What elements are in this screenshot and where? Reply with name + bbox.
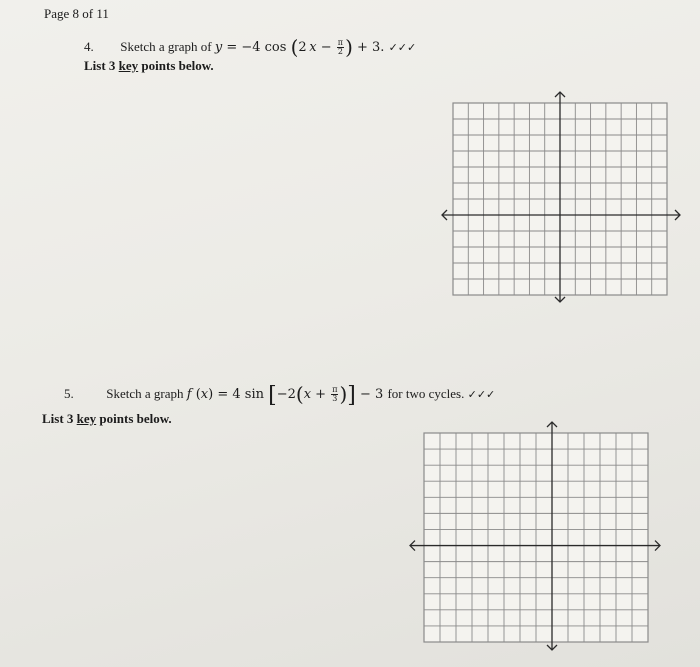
question-5-statement — [64, 384, 495, 406]
eq4-equals: = −4 cos — [222, 40, 287, 55]
eq5-arg-close: ) — [208, 387, 214, 402]
list4-key: key — [118, 58, 139, 73]
question-4-statement — [84, 37, 416, 58]
list5-pre: List 3 — [42, 411, 77, 426]
eq5-inner-plus: + — [311, 387, 331, 402]
question-4-number: 4. — [84, 39, 94, 54]
question-4-equation: y = −4 cos (2 x − $\frac{\pi}{2}$ ) + 3. — [214, 35, 385, 59]
question-4-prompt: Sketch a graph of — [120, 39, 212, 54]
question-4-graph-grid[interactable] — [440, 88, 685, 308]
list5-key: key — [76, 411, 97, 426]
question-4-list-instruction — [84, 58, 214, 74]
eq5-arg-open: ( — [191, 387, 201, 402]
eq5-arg-x: x — [200, 387, 209, 402]
eq4-frac-den: 2 — [337, 47, 343, 56]
eq4-inner-minus: − — [316, 40, 336, 55]
eq5-coef: −2 — [276, 387, 296, 402]
question-5-number: 5. — [64, 386, 74, 401]
eq4-inner-x: x — [309, 40, 317, 55]
eq5-fraction — [331, 386, 338, 403]
eq4-fraction — [337, 39, 344, 56]
question-5-list-instruction — [42, 411, 172, 427]
question-4-checkmarks: ✓✓✓ — [388, 41, 417, 54]
page-number: Page 8 of 11 — [44, 6, 109, 21]
question-5-checkmarks: ✓✓✓ — [467, 388, 496, 401]
list4-pre: List 3 — [84, 58, 119, 73]
question-5-equation: f (x) = 4 sin [−2(x + $\frac{\pi}{3}$ )] − 3 — [186, 382, 384, 408]
question-5-suffix: for two cycles. — [387, 386, 465, 401]
eq5-frac-num: π — [332, 385, 338, 394]
eq4-inner-coef: 2 — [298, 40, 307, 55]
question-5-prompt: Sketch a graph — [106, 386, 184, 401]
eq4-tail: + 3. — [352, 40, 385, 55]
eq4-y: y — [214, 40, 223, 55]
list4-post: points below. — [138, 58, 214, 73]
eq5-equals: = 4 sin — [213, 387, 264, 402]
question-5-graph-grid[interactable] — [408, 420, 663, 652]
eq5-frac-den: 3 — [332, 394, 338, 403]
eq5-tail: − 3 — [355, 387, 384, 402]
eq5-f: f — [186, 387, 192, 402]
eq5-inner-x: x — [303, 387, 312, 402]
list5-post: points below. — [96, 411, 172, 426]
eq4-frac-num: π — [337, 38, 344, 47]
